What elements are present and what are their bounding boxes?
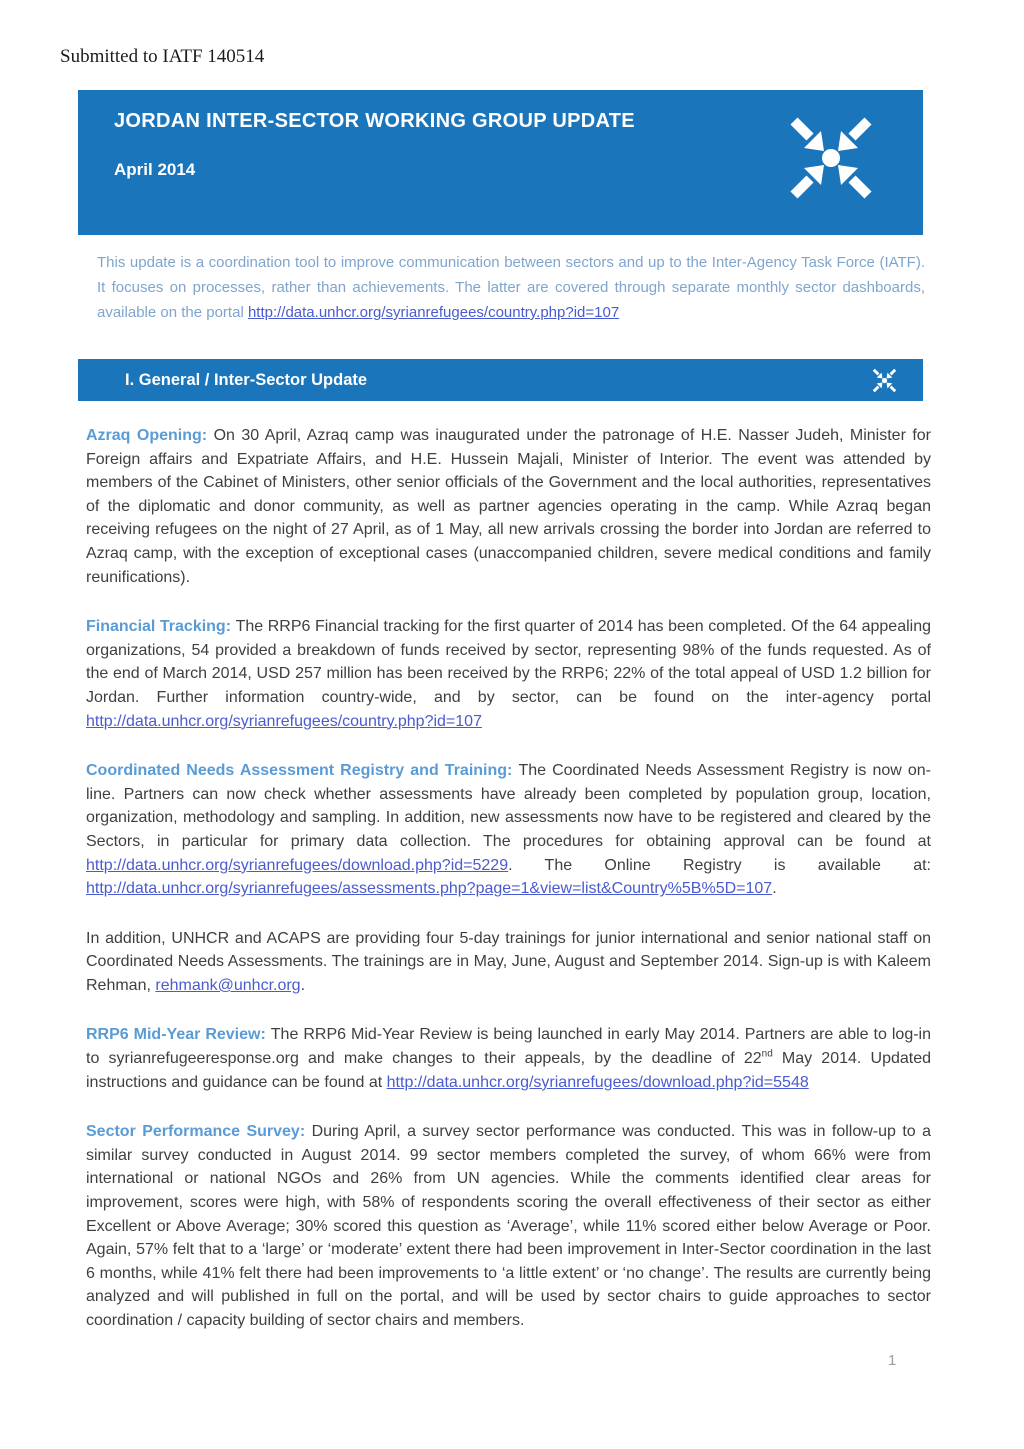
paragraph <box>86 1120 931 1332</box>
text-run: On 30 April, Azraq camp was inaugurated under the patronage of H.E. Nasser Judeh, Minister for Foreign affairs and Expatriate Affairs, and H.E. Hussein Majali, Minister of Interior. The event was attended by members of the Cabinet of Ministers, other senior officials of the Government and the local authorities, representatives of the diplomatic and donor community, as well as partner agencies operating in the camp. While Azraq began receiving refugees on the night of 27 April, as of 1 May, all new arrivals crossing the border into Jordan are referred to Azraq camp, with the exception of exceptional cases (unaccompanied children, severe medical conditions and family reunifications). <box>86 427 932 586</box>
section-header <box>78 359 923 401</box>
text-run: . <box>772 880 777 898</box>
hyperlink[interactable]: http://data.unhcr.org/syrianrefugees/country.php?id=107 <box>86 712 482 730</box>
text-run: . <box>300 976 306 994</box>
hyperlink[interactable]: rehmank@unhcr.org <box>155 976 301 994</box>
hyperlink[interactable]: http://data.unhcr.org/syrianrefugees/country.php?id=107 <box>247 304 620 321</box>
document-date: April 2014 <box>114 160 196 179</box>
document-title: JORDAN INTER-SECTOR WORKING GROUP UPDATE <box>114 110 635 132</box>
body-paragraphs <box>86 424 931 1359</box>
converge-arrows-icon <box>781 103 881 213</box>
paragraph-lead-label: Financial Tracking: <box>86 618 236 636</box>
paragraph <box>86 759 931 901</box>
text-run: This update is a coordination tool to improve communication between sectors and up to the Inter-Agency Task Force (IATF). It focuses on processes, rather than achievements. The latter are covered through separate monthly sector dashboards, available on the portal <box>97 254 925 321</box>
page-number: 1 <box>888 1352 897 1369</box>
paragraph-lead-label: Coordinated Needs Assessment Registry and Training: <box>86 762 519 780</box>
paragraph <box>86 615 931 733</box>
paragraph <box>86 1023 931 1094</box>
hyperlink[interactable]: http://data.unhcr.org/syrianrefugees/assessments.php?page=1&view=list&Country%5B%5D=107 <box>86 880 773 898</box>
section-title: I. General / Inter-Sector Update <box>125 371 368 389</box>
text-run: May 2014. Updated instructions and guidance can be found at <box>86 1050 932 1091</box>
text-run: . The Online Registry is available at: <box>508 856 931 874</box>
paragraph <box>86 927 931 998</box>
paragraph-lead-label: RRP6 Mid-Year Review: <box>86 1026 271 1044</box>
document-header <box>78 90 923 235</box>
text-run: During April, a survey sector performance was conducted. This was in follow-up to a similar survey conducted in August 2014. 99 sector members completed the survey, of whom 66% were from international or national NGOs and 26% from UN agencies. While the comments identified clear areas for improvement, scores were high, with 58% of respondents scoring the overall effectiveness of their sector as either Excellent or Above Average; 30% scored this question as ‘Average’, while 11% scored either below Average or Poor. Again, 57% felt that to a ‘large’ or ‘moderate’ extent there had been improvement in Inter-Sector coordination in the last 6 months, while 41% felt there had been improvements to ‘a little extent’ or ‘no change’. The results are currently being analyzed and will published in full on the portal, and will be used by sector chairs to guide approaches to sector coordination / capacity building of sector chairs and members. <box>86 1123 931 1329</box>
text-run: The RRP6 Mid-Year Review is being launched in early May 2014. Partners are able to log-in to syrianrefugeeresponse.org and make changes to their appeals, by the deadline of 22 <box>86 1026 931 1068</box>
hyperlink[interactable]: http://data.unhcr.org/syrianrefugees/download.php?id=5548 <box>386 1073 809 1091</box>
submitted-note: Submitted to IATF 140514 <box>60 46 265 67</box>
intro-paragraph <box>97 250 925 325</box>
paragraph <box>86 424 931 589</box>
text-run: In addition, UNHCR and ACAPS are providing four 5-day trainings for junior international and senior national staff on Coordinated Needs Assessments. The trainings are in May, June, August and September 2014. Sign-up is with Kaleem Rehman, <box>86 929 931 994</box>
text-run: The Coordinated Needs Assessment Registry is now on-line. Partners can now check whether assessments have already been completed by population group, location, organization, methodology and sampling. In addition, new assessments now have to be registered and cleared by the Sectors, in particular for primary data collection. The procedures for obtaining approval can be found at <box>86 762 931 850</box>
text-run: The RRP6 Financial tracking for the first quarter of 2014 has been completed. Of the 64 appealing organizations, 54 provided a breakdown of funds received by sector, representing 98% of the funds requested. As of the end of March 2014, USD 257 million has been received by the RRP6; 22% of the total appeal of USD 1.2 billion for Jordan. Further information country-wide, and by sector, can be found on the inter-agency portal <box>86 618 932 706</box>
converge-arrows-icon-small <box>870 366 899 395</box>
superscript-text: nd <box>761 1048 773 1060</box>
hyperlink[interactable]: http://data.unhcr.org/syrianrefugees/download.php?id=5229 <box>86 856 509 874</box>
paragraph-lead-label: Azraq Opening: <box>86 427 214 444</box>
paragraph-lead-label: Sector Performance Survey: <box>86 1123 312 1141</box>
